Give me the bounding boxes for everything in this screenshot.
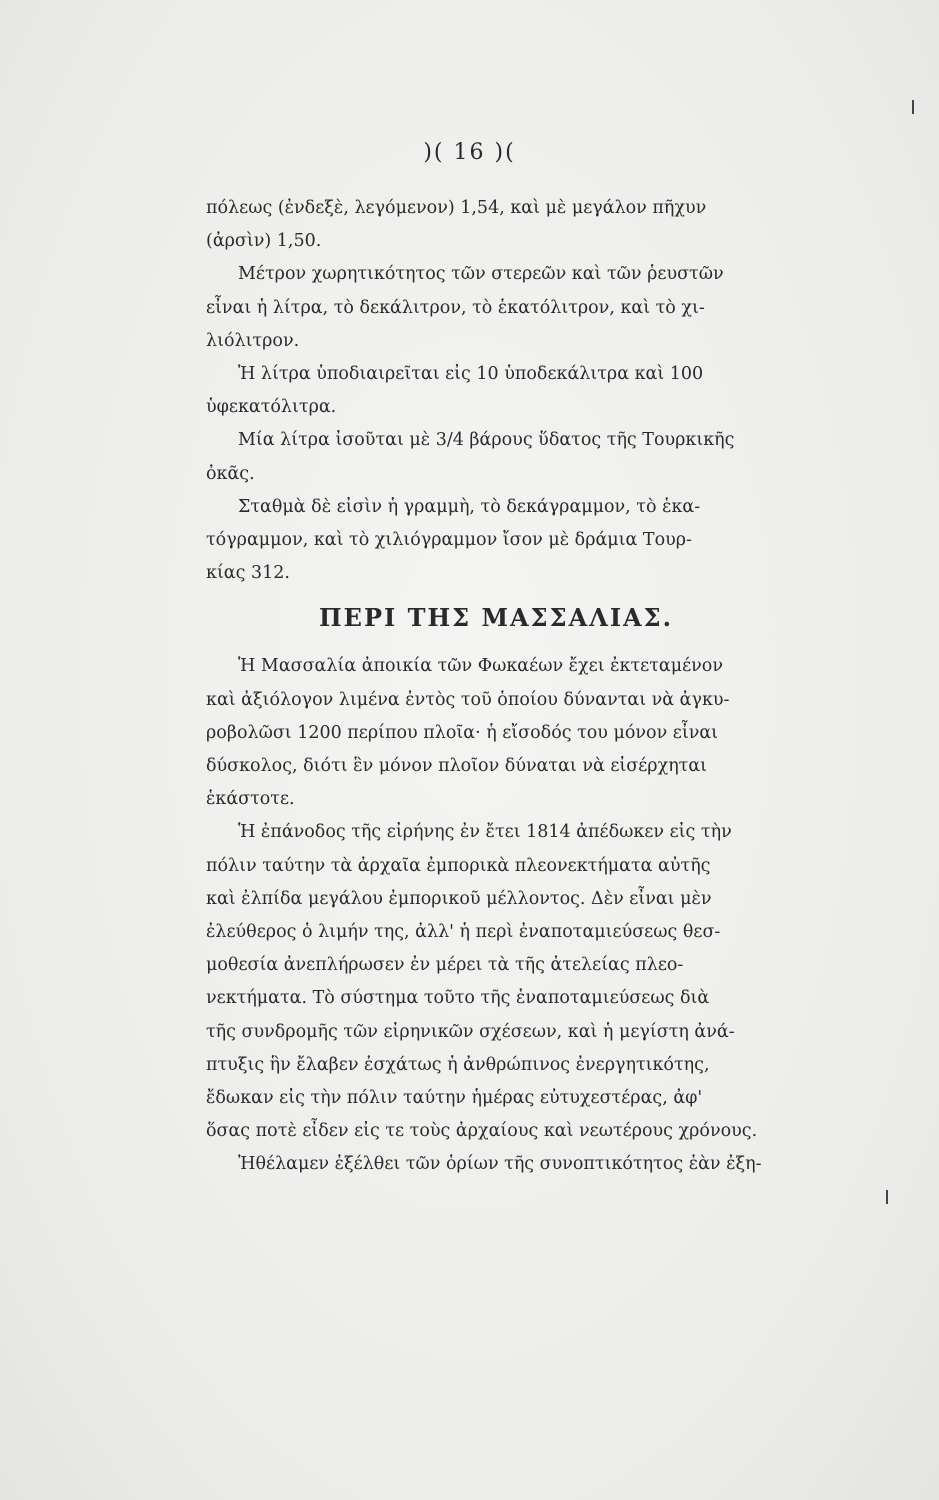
paragraph-conclusion bbox=[206, 1148, 786, 1181]
text-line: Ἡ Μασσαλία ἀποικία τῶν Φωκαέων ἔχει ἐκτεταμένον bbox=[238, 656, 723, 677]
text-line: καὶ ἐλπίδα μεγάλου ἐμπορικοῦ μέλλοντος. Δὲν εἶναι μὲν bbox=[206, 888, 712, 909]
text-line: ἔδωκαν εἰς τὴν πόλιν ταύτην ἡμέρας εὐτυχεστέρας, ἀφ' bbox=[206, 1088, 703, 1109]
text-line: ἐλεύθερος ὁ λιμήν της, ἀλλ' ἡ περὶ ἐναποταμιεύσεως θεσ- bbox=[206, 922, 721, 943]
text-line: πτυξις ἣν ἔλαβεν ἐσχάτως ἡ ἀνθρώπινος ἐνεργητικότης, bbox=[206, 1054, 710, 1075]
text-line: (ἀρσὶν) 1,50. bbox=[206, 231, 322, 252]
margin-mark-top bbox=[912, 100, 914, 114]
text-line: Μέτρον χωρητικότητος τῶν στερεῶν καὶ τῶν ῥευστῶν bbox=[238, 264, 724, 285]
text-line: μοθεσία ἀνεπλήρωσεν ἐν μέρει τὰ τῆς ἀτελείας πλεο- bbox=[206, 955, 684, 976]
text-line: κίας 312. bbox=[206, 563, 290, 584]
text-line: καὶ ἀξιόλογον λιμένα ἐντὸς τοῦ ὁποίου δύνανται νὰ ἀγκυ- bbox=[206, 689, 730, 710]
text-line: νεκτήματα. Τὸ σύστημα τοῦτο τῆς ἐναποταμιεύσεως διὰ bbox=[206, 988, 710, 1009]
section-heading: ΠΕΡΙ ΤΗΣ ΜΑΣΣΑΛΙΑΣ. bbox=[319, 603, 673, 633]
text-line: πόλεως (ἐνδεξὲ, λεγόμενον) 1,54, καὶ μὲ μεγάλον πῆχυν bbox=[206, 198, 707, 218]
text-line: ὀκᾶς. bbox=[206, 463, 255, 484]
text-line: Ἡ λίτρα ὑποδιαιρεῖται εἰς 10 ὑποδεκάλιτρα καὶ 100 bbox=[238, 364, 704, 385]
paragraph-capacity bbox=[206, 258, 786, 358]
paragraph-litre-division bbox=[206, 358, 786, 424]
text-line: πόλιν ταύτην τὰ ἀρχαῖα ἐμπορικὰ πλεονεκτήματα αὐτῆς bbox=[206, 855, 711, 876]
text-line: Μία λίτρα ἰσοῦται μὲ 3/4 βάρους ὕδατος τῆς Τουρκικῆς bbox=[238, 430, 735, 451]
text-line: εἶναι ἡ λίτρα, τὸ δεκάλιτρον, τὸ ἑκατόλιτρον, καὶ τὸ χι- bbox=[206, 297, 705, 318]
text-line: λιόλιτρον. bbox=[206, 330, 300, 351]
body-text bbox=[206, 192, 786, 1182]
paragraph-port bbox=[206, 650, 786, 816]
text-line: Ἡ ἐπάνοδος τῆς εἰρήνης ἐν ἔτει 1814 ἀπέδωκεν εἰς τὴν bbox=[238, 822, 732, 843]
text-line: τόγραμμον, καὶ τὸ χιλιόγραμμον ἴσον μὲ δράμια Τουρ- bbox=[206, 530, 692, 551]
paragraph-weights bbox=[206, 491, 786, 591]
paragraph-measures bbox=[206, 192, 786, 258]
text-line: ὑφεκατόλιτρα. bbox=[206, 397, 337, 418]
text-line: τῆς συνδρομῆς τῶν εἰρηνικῶν σχέσεων, καὶ ἡ μεγίστη ἀνά- bbox=[206, 1021, 735, 1042]
paragraph-peace bbox=[206, 816, 786, 1148]
text-line: Σταθμὰ δὲ εἰσὶν ἡ γραμμὴ, τὸ δεκάγραμμον, τὸ ἑκα- bbox=[238, 496, 701, 517]
paragraph-litre-equivalence bbox=[206, 424, 786, 490]
text-line: ἑκάστοτε. bbox=[206, 789, 295, 810]
text-line: Ἠθέλαμεν ἐξέλθει τῶν ὁρίων τῆς συνοπτικότητος ἐὰν ἐξη- bbox=[238, 1154, 762, 1175]
page-number-header: )( 16 )( bbox=[423, 140, 516, 165]
text-line: ροβολῶσι 1200 περίπου πλοῖα· ἡ εἴσοδός του μόνον εἶναι bbox=[206, 722, 719, 743]
text-line: δύσκολος, διότι ἓν μόνον πλοῖον δύναται νὰ εἰσέρχηται bbox=[206, 756, 708, 777]
margin-mark-bottom bbox=[886, 1190, 888, 1204]
text-line: ὅσας ποτὲ εἶδεν εἰς τε τοὺς ἀρχαίους καὶ νεωτέρους χρόνους. bbox=[206, 1121, 758, 1142]
